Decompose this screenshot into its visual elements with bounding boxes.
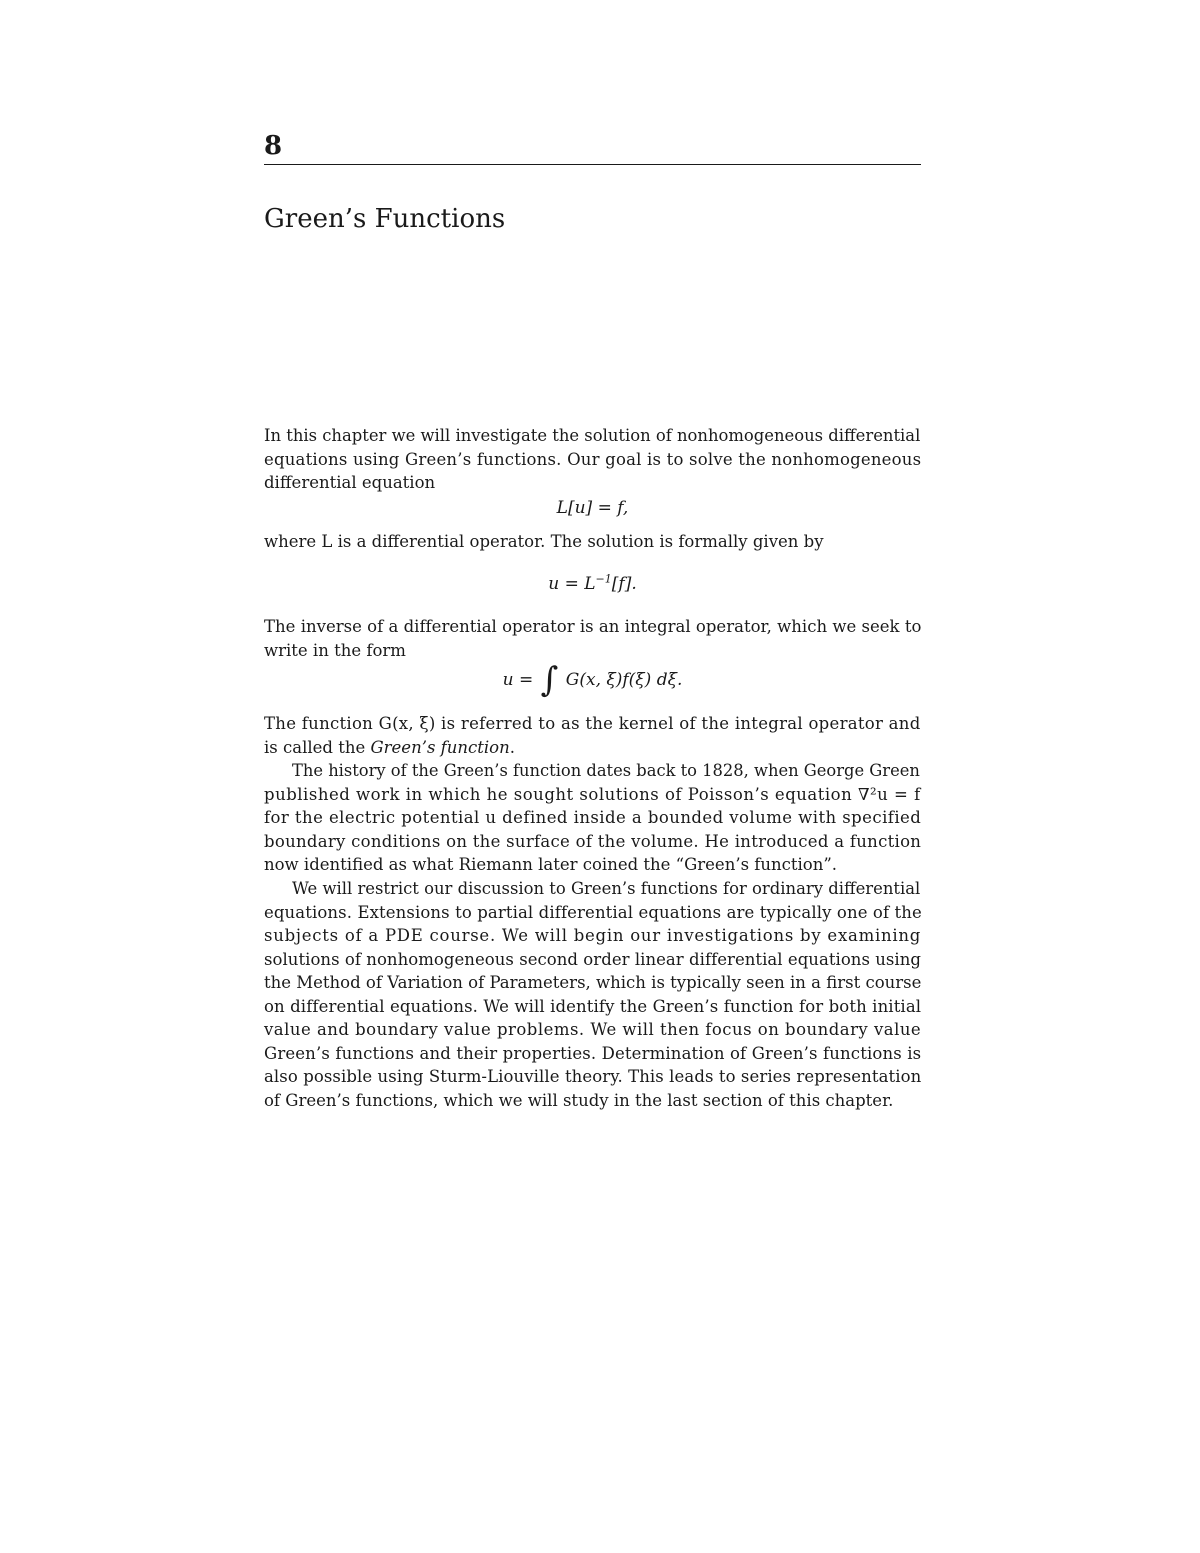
restrict-paragraph <box>264 877 921 1112</box>
text-line: of Green’s functions, which we will study in the last section of this chapter. <box>264 1090 894 1110</box>
text-line: In this chapter we will investigate the solution of nonhomogeneous differential <box>264 426 921 445</box>
text-line: published work in which he sought solutions of Poisson’s equation ∇²u = f <box>264 784 921 804</box>
eq2-right: [f]. <box>611 574 637 594</box>
text-line: solutions of nonhomogeneous second order linear differential equations using <box>264 949 922 969</box>
text-line: now identified as what Riemann later coined the “Green’s function”. <box>264 855 838 874</box>
eq2-left: u = L <box>548 574 596 594</box>
text-line: equations using Green’s functions. Our goal is to solve the nonhomogeneous <box>264 449 922 469</box>
text-line: The inverse of a differential operator is an integral operator, which we seek to <box>264 617 922 636</box>
text-line: the Method of Variation of Parameters, which is typically seen in a first course <box>264 973 922 992</box>
text-line: The function G(x, ξ) is referred to as the kernel of the integral operator and <box>264 714 921 733</box>
where-paragraph <box>264 530 921 554</box>
equation-1: L[u] = f, <box>556 498 629 518</box>
text-line: on differential equations. We will identify the Green’s function for both initial <box>264 996 922 1016</box>
text-line: write in the form <box>264 640 406 660</box>
text-line: also possible using Sturm-Liouville theory. This leads to series representation <box>264 1067 922 1086</box>
eq2-superscript: −1 <box>595 572 612 586</box>
inverse-paragraph <box>264 615 921 662</box>
text-line: where L is a differential operator. The solution is formally given by <box>264 532 824 551</box>
chapter-rule <box>264 164 921 165</box>
equation-3 <box>264 660 921 700</box>
text-line: Green’s functions and their properties. Determination of Green’s functions is <box>264 1043 922 1063</box>
kernel-paragraph <box>264 712 921 759</box>
text-line: The history of the Green’s function dates back to 1828, when George Green <box>292 761 920 780</box>
text-line: We will restrict our discussion to Green’s functions for ordinary differential <box>292 879 921 898</box>
greens-function-emphasis: Green’s function <box>370 737 510 757</box>
integral-sign: ∫ <box>540 660 559 700</box>
text-line: differential equation <box>264 473 436 492</box>
chapter-title: Green’s Functions <box>264 204 506 235</box>
text-line <box>264 736 921 760</box>
eq3-right: G(x, ξ)f(ξ) dξ. <box>565 670 683 690</box>
chapter-number: 8 <box>264 131 283 161</box>
history-paragraph <box>264 759 921 877</box>
eq3-left: u = <box>502 670 534 690</box>
text-line: boundary conditions on the surface of the volume. He introduced a function <box>264 831 922 851</box>
text-line: for the electric potential u defined inside a bounded volume with specified <box>264 808 922 827</box>
text-line: subjects of a PDE course. We will begin our investigations by examining <box>264 926 922 945</box>
text-line: value and boundary value problems. We will then focus on boundary value <box>264 1020 922 1039</box>
kernel-suffix: . <box>509 737 515 757</box>
intro-paragraph <box>264 424 921 495</box>
kernel-prefix: is called the <box>264 737 371 757</box>
text-line: equations. Extensions to partial differential equations are typically one of the <box>264 902 922 922</box>
equation-2 <box>264 572 921 596</box>
